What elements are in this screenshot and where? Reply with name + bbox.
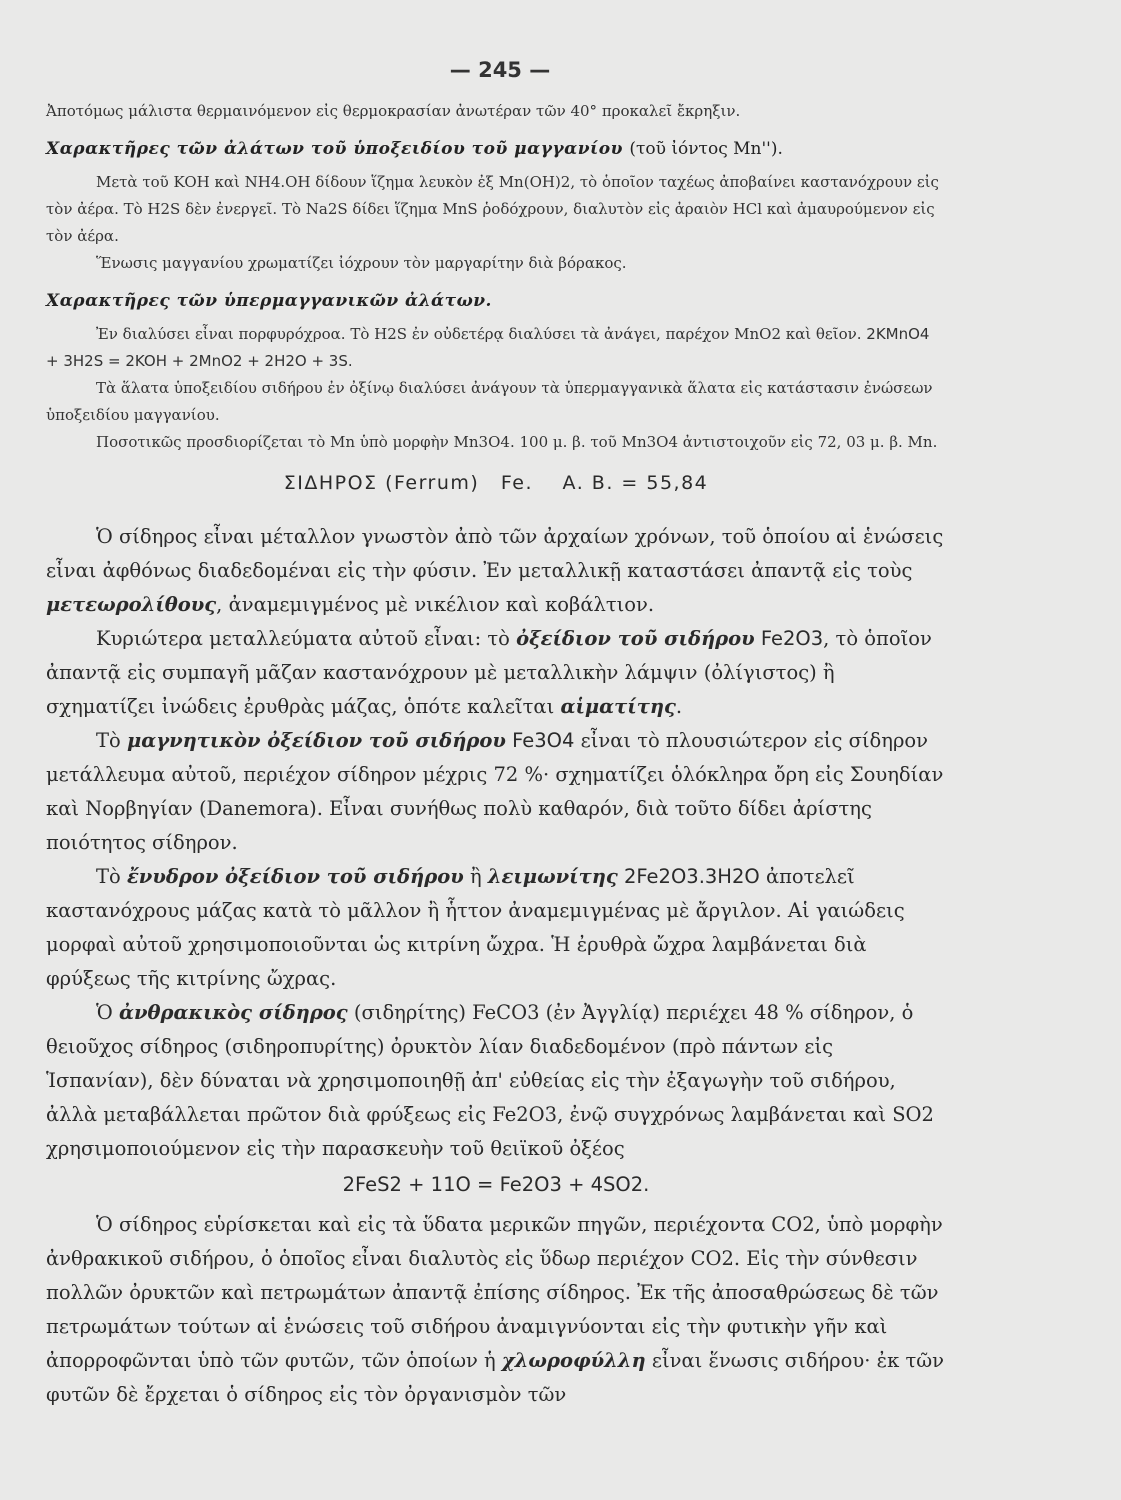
iron-p5-a: Ὁ (96, 1001, 113, 1024)
formula-limonite: 2Fe2O3.3H2O (623, 865, 760, 888)
iron-p4-or: ἢ (469, 865, 482, 888)
iron-p1-b: , ἀναμεμιγμένος μὲ νικέλιον καὶ κοβάλτιον. (216, 593, 655, 616)
element-name: ΣΙΔΗΡΟΣ (283, 472, 378, 494)
iron-para-4 (46, 860, 946, 996)
iron-p2-c: . (675, 695, 683, 718)
page-content (46, 98, 946, 1412)
iron-para-1 (46, 520, 946, 622)
permanganate-para-1 (46, 321, 946, 375)
term-chlorophyll: χλωροφύλλη (501, 1349, 646, 1372)
iron-para-2 (46, 622, 946, 724)
page-number: — 245 — (449, 58, 551, 82)
iron-p6-a: Ὁ σίδηρος εὑρίσκεται καὶ εἰς τὰ ὕδατα μερικῶν πηγῶν, περιέχοντα CO2, ὑπὸ μορφὴν ἀνθρακικοῦ σιδήρου, ὁ ὁποῖος εἶναι διαλυτὸς εἰς ὕδωρ περιέχον CO2. Εἰς τὴν σύνθεσιν πολλῶν ὀρυκτῶν καὶ πετρωμάτων ἀπαντᾷ ἐπίσης σίδηρος. Ἐκ τῆς ἀποσαθρώσεως δὲ τῶν πετρωμάτων τούτων αἱ ἑνώσεις τοῦ σιδήρου ἀναμιγνύονται εἰς τὴν φυτικὴν γῆν καὶ ἀπορροφῶνται ὑπὸ τῶν φυτῶν, τῶν ὁποίων ἡ (46, 1213, 943, 1372)
permanganate-para-1-text: Ἐν διαλύσει εἶναι πορφυρόχροα. Τὸ H2S ἐν οὐδετέρᾳ διαλύσει τὰ ἀνάγει, παρέχον MnO2 καὶ θεῖον. (96, 325, 862, 343)
iron-p4-a: Τὸ (96, 865, 121, 888)
iron-para-6 (46, 1208, 946, 1412)
term-siderite: ἀνθρακικὸς σίδηρος (118, 1001, 348, 1024)
permanganate-para-2: Τὰ ἅλατα ὑποξειδίου σιδήρου ἐν ὀξίνῳ διαλύσει ἀνάγουν τὰ ὑπερμαγγανικὰ ἅλατα εἰς κατάστασιν ἐνώσεων ὑποξειδίου μαγγανίου. (46, 379, 933, 424)
formula-fe2o3: Fe2O3 (760, 627, 824, 650)
term-hematite: αἱματίτης (560, 695, 676, 718)
term-hydrated-oxide: ἔνυδρον ὀξείδιον τοῦ σιδήρου (126, 865, 464, 888)
iron-p1-a: Ὁ σίδηρος εἶναι μέταλλον γνωστὸν ἀπὸ τῶν ἀρχαίων χρόνων, τοῦ ὁποίου αἱ ἑνώσεις εἶναι ἀφθόνως διαδεδομέναι εἰς τὴν φύσιν. Ἐν μεταλλικῇ καταστάσει ἀπαντᾷ εἰς τοὺς (46, 525, 944, 582)
iron-p3-a: Τὸ (96, 729, 121, 752)
element-title (46, 472, 946, 494)
iron-p3-b: εἶναι τὸ πλουσιώτερον εἰς σίδηρον μετάλλευμα αὐτοῦ, περιέχον σίδηρον μέχρις 72 %· σχηματίζει ὁλόκληρα ὄρη εἰς Σουηδίαν καὶ Νορβηγίαν (Danemora). Εἶναι συνήθως πολὺ καθαρόν, διὰ τοῦτο δίδει ἀρίστης ποιότητος σίδηρον. (46, 729, 944, 854)
element-atomic-weight: A. B. = 55,84 (562, 472, 709, 494)
term-limonite: λειμωνίτης (487, 865, 618, 888)
term-magnetite: μαγνητικὸν ὀξείδιον τοῦ σιδήρου (126, 729, 506, 752)
term-iron-oxide: ὀξείδιον τοῦ σιδήρου (516, 627, 755, 650)
intro-text: Ἀποτόμως μάλιστα θερμαινόμενον εἰς θερμοκρασίαν ἀνωτέραν τῶν 40° προκαλεῖ ἔκρηξιν. (46, 102, 741, 120)
iron-p2-a: Κυριώτερα μεταλλεύματα αὐτοῦ εἶναι: τὸ (96, 627, 510, 650)
iron-p5-b: (σιδηρίτης) FeCO3 (ἐν Ἀγγλίᾳ) περιέχει 48 % σίδηρον, ὁ θειοῦχος σίδηρος (σιδηροπυρίτης) ὀρυκτὸν λίαν διαδεδομένον (πρὸ πάντων εἰς Ἱσπανίαν), δὲν δύναται νὰ χρησιμοποιηθῇ ἀπ' εὐθείας εἰς τὴν ἐξαγωγὴν τοῦ σιδήρου, ἀλλὰ μεταβάλλεται πρῶτον διὰ φρύξεως εἰς Fe2O3, ἐνῷ συγχρόνως λαμβάνεται καὶ SO2 χρησιμοποιούμενον εἰς τὴν παρασκευὴν τοῦ θειϊκοῦ ὀξέος (46, 1001, 934, 1160)
iron-p6-b: εἶναι ἕνωσις σιδήρου· ἐκ τῶν φυτῶν δὲ ἔρχεται ὁ σίδηρος εἰς τὸν ὀργανισμὸν τῶν (46, 1349, 945, 1406)
heading-permanganate: Χαρακτῆρες τῶν ὑπερμαγγανικῶν ἀλάτων. (46, 291, 492, 311)
formula-fe3o4: Fe3O4 (512, 729, 575, 752)
heading-manganous-suffix: (τοῦ ἰόντος Mn''). (629, 139, 783, 159)
element-latin: (Ferrum) (385, 472, 480, 494)
term-meteorites: μετεωρολίθους (46, 593, 217, 616)
manganous-para-1: Μετὰ τοῦ KOH καὶ NH4.OH δίδουν ἵζημα λευκὸν ἐξ Mn(OH)2, τὸ ὁποῖον ταχέως ἀποβαίνει καστανόχρουν εἰς τὸν ἀέρα. Τὸ H2S δὲν ἐνεργεῖ. Τὸ Na2S δίδει ἵζημα MnS ῥοδόχρουν, διαλυτὸν εἰς ἀραιὸν HCl καὶ ἀμαυρούμενον εἰς τὸν ἀέρα. (46, 173, 939, 245)
equation-pyrite-roasting: 2FeS2 + 11O = Fe2O3 + 4SO2. (342, 1173, 650, 1196)
permanganate-para-3: Ποσοτικῶς προσδιορίζεται τὸ Mn ὑπὸ μορφὴν Mn3O4. 100 μ. β. τοῦ Mn3O4 ἀντιστοιχοῦν εἰς 72, 03 μ. β. Mn. (96, 433, 938, 451)
heading-manganous-salts (46, 139, 946, 159)
iron-para-5 (46, 996, 946, 1166)
iron-para-3 (46, 724, 946, 860)
manganous-para-2: Ἕνωσις μαγγανίου χρωματίζει ἰόχρουν τὸν μαργαρίτην διὰ βόρακος. (96, 254, 627, 272)
iron-p2-b: , τὸ ὁποῖον ἀπαντᾷ εἰς συμπαγῆ μᾶζαν καστανόχρουν μὲ μεταλλικὴν λάμψιν (ὀλίγιστος) ἢ σχηματίζει ἰνώδεις ἐρυθρὰς μάζας, ὁπότε καλεῖται (46, 627, 932, 718)
iron-p4-b: ἀποτελεῖ καστανόχρους μάζας κατὰ τὸ μᾶλλον ἢ ἧττον ἀναμεμιγμένας μὲ ἄργιλον. Αἱ γαιώδεις μορφαὶ αὐτοῦ χρησιμοποιοῦνται ὡς κιτρίνη ὤχρα. Ἡ ἐρυθρὰ ὤχρα λαμβάνεται διὰ φρύξεως τῆς κιτρίνης ὤχρας. (46, 865, 905, 990)
heading-manganous-title: Χαρακτῆρες τῶν ἀλάτων τοῦ ὑποξειδίου τοῦ μαγγανίου (46, 139, 623, 159)
permanganate-equation: 2KMnO4 + 3H2S = 2KOH + 2MnO2 + 2H2O + 3S. (46, 325, 930, 370)
element-symbol: Fe. (500, 472, 533, 494)
